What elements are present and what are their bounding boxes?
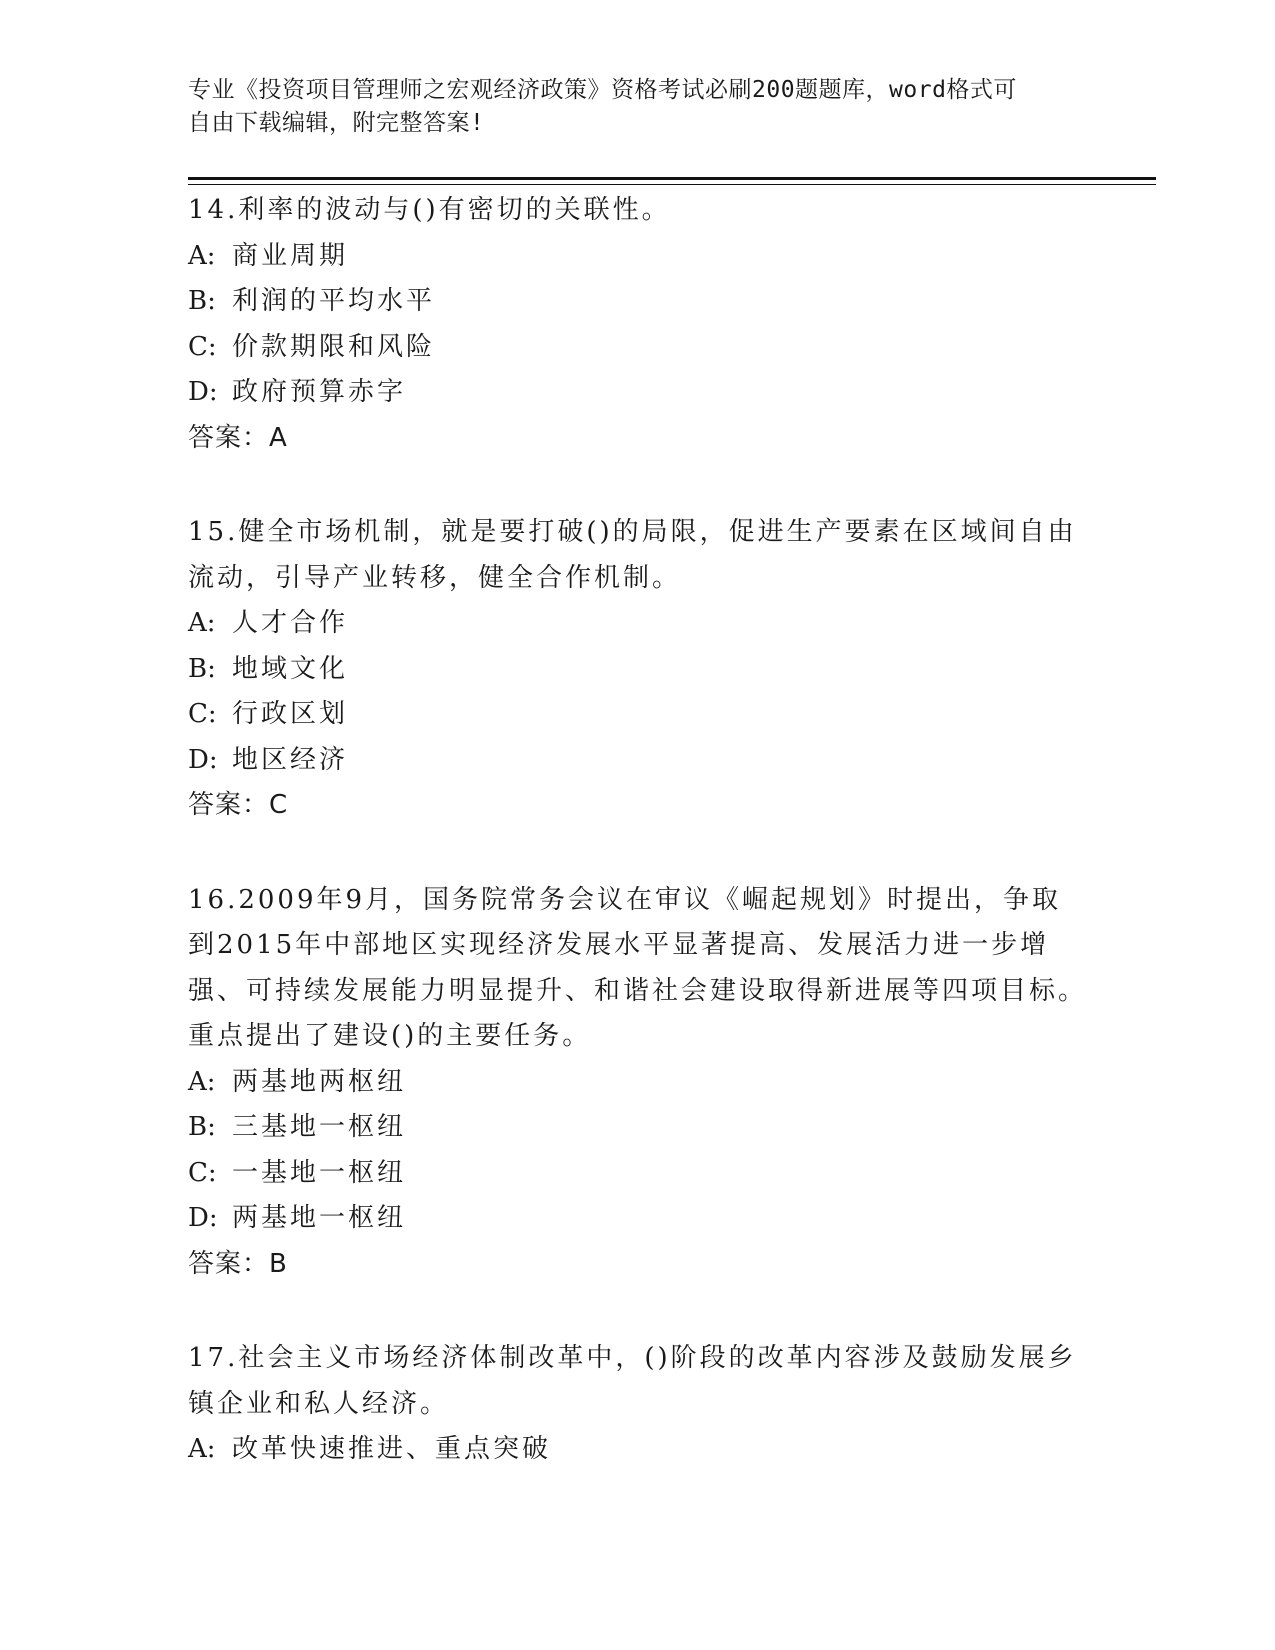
option-text: 三基地一枢纽 [232,1112,407,1142]
answer-value: A [269,422,288,453]
document-header [188,74,1088,140]
option-text: 价款期限和风险 [232,331,436,362]
option-key: D: [188,1203,218,1233]
question-text: 16.2009年9月，国务院常务会议在审议《崛起规划》时提出，争取到2015年中部地区实现经济发展水平显著提高、发展活力进一步增强、可持续发展能力明显提升、和谐社会建设取得新进展等四项目标。重点提出了建设()的主要任务。 [188,884,1088,1051]
answer-line [188,783,1088,829]
question-text: 15.健全市场机制，就是要打破()的局限，促进生产要素在区域间自由流动，引导产业转移，健全合作机制。 [188,517,1077,593]
answer-label: 答案： [188,422,270,453]
option-key: A: [188,1434,216,1464]
question-list [188,188,1088,1522]
answer-line [188,416,1088,462]
question-text: 14.利率的波动与()有密切的关联性。 [188,195,671,225]
option-text: 商业周期 [232,240,349,271]
option-d [188,1196,1088,1242]
answer-value: B [269,1248,288,1279]
option-key: B: [188,286,216,316]
answer-label: 答案： [188,790,270,820]
option-text: 地域文化 [232,653,349,684]
option-key: A: [188,240,216,271]
option-c [188,692,1088,738]
option-text: 人才合作 [232,608,349,638]
header-line-1: 专业《投资项目管理师之宏观经济政策》资格考试必刷200题题库，word格式可 [188,77,1017,103]
option-text: 政府预算赤字 [232,377,407,407]
header-line-2: 自由下载编辑，附完整答案! [188,110,485,136]
question-15 [188,510,1088,829]
option-key: B: [188,1112,216,1142]
option-key: D: [188,744,218,775]
option-d [188,370,1088,416]
answer-line [188,1242,1088,1288]
option-text: 改革快速推进、重点突破 [232,1434,552,1464]
question-16 [188,878,1088,1288]
answer-label: 答案： [188,1248,270,1279]
option-key: B: [188,653,216,684]
question-text: 17.社会主义市场经济体制改革中，()阶段的改革内容涉及鼓励发展乡镇企业和私人经济。 [188,1343,1077,1419]
option-b [188,279,1088,325]
answer-value: C [269,790,289,820]
option-text: 行政区划 [232,699,349,729]
option-key: C: [188,331,217,362]
option-text: 两基地一枢纽 [232,1203,407,1233]
option-a [188,234,1088,280]
option-c [188,325,1088,371]
option-a [188,601,1088,647]
option-key: A: [188,1066,216,1097]
option-key: D: [188,377,218,407]
option-d [188,738,1088,784]
option-text: 两基地两枢纽 [232,1066,407,1097]
question-17 [188,1336,1088,1473]
question-14 [188,188,1088,461]
option-key: C: [188,699,217,729]
option-a [188,1427,1088,1473]
option-text: 地区经济 [232,744,349,775]
option-b [188,647,1088,693]
option-b [188,1105,1088,1151]
option-key: A: [188,608,216,638]
option-key: C: [188,1157,217,1188]
option-a [188,1060,1088,1106]
header-divider-thick [188,177,1156,180]
option-text: 一基地一枢纽 [232,1157,407,1188]
option-c [188,1151,1088,1197]
header-divider-thin [188,184,1156,185]
option-text: 利润的平均水平 [232,286,436,316]
